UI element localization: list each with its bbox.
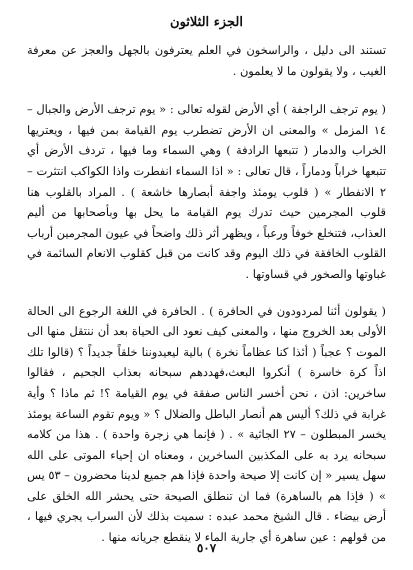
page-number: ٥٠٧ bbox=[196, 541, 217, 555]
paragraph-line: فما ان تنطلق الصيحة حتى يحشر الله الخلق على أرض بيضاء . قال الشيخ محمد bbox=[27, 488, 386, 524]
page-header: الجزء الثلاثون bbox=[170, 15, 243, 30]
paragraph-gap bbox=[27, 285, 386, 301]
paragraph-line: ويعتريها الخراب والدمار ( تتبعها الرادفة ) وهي السماء وما فيها ، تردف الأرض bbox=[27, 122, 386, 158]
paragraph-line: في قساوتها . bbox=[245, 266, 308, 281]
paragraph-line: هنا قلوب المجرمين حيث تدرك يوم القيامة ما يحل بها وبأصحابها من أليم العذاب، bbox=[27, 184, 386, 240]
paragraph-3 bbox=[27, 301, 386, 548]
paragraph-line: الخافقة في ذلك اليوم وقد كانت من قبل كقلوب الانعام السائمة في غباوتها والصخور bbox=[27, 246, 386, 281]
paragraph-line: اذاً كرة خاسرة ) أنكروا البعث،فهددهم سبحانه بعذاب الجحيم ، فقالوا ساخرين: bbox=[27, 365, 386, 400]
paragraph-line: ( يقولون أئنا لمردودون في الحافرة ) . الحافرة في اللغة الرجوع الى الحالة bbox=[27, 303, 386, 318]
paragraph-line: أليس هم أنصار الباطل والضلال ؟ « ويوم تقوم الساعة يومئذ يخسر المبطلون – ٢٧ bbox=[27, 406, 386, 442]
paragraph-line: تستند الى دليل ، والراسخون في العلم يعترفون بالجهل والعجز عن معرفة الغيب ، bbox=[27, 43, 386, 78]
paragraph-line: صيحة واحدة فإذا هم جميع لدينا محضرون – ٥٣ يس » ( فإذا هم بالساهرة) bbox=[27, 468, 386, 503]
paragraph-gap bbox=[27, 81, 386, 99]
paragraph-line: ( يوم ترجف الراجفة ) أي الأرض لقوله تعالى : « يوم ترجف الأرض bbox=[74, 102, 386, 117]
paragraph-line: ولا يقولون ما لا يعلمون . bbox=[232, 63, 349, 78]
paragraph-line: أي تتبعها خراباً ودماراً ، قال تعالى : « اذا السماء انفطرت واذا الكواكب انتثرت bbox=[27, 143, 387, 178]
paragraph-line: عبده : سميت بذلك لأن السراب يجري فيها ، من قولهم : عين ساهرة أي جارية bbox=[27, 509, 386, 545]
paragraph-2 bbox=[27, 99, 386, 284]
paragraph-line: الماء لا ينقطع جريانه منها . bbox=[101, 530, 227, 545]
paragraph-line: الجاثية » . ( فإنما هي زجرة واحدة ) . هذا من كلامه سبحانه يرد به على bbox=[27, 427, 387, 462]
paragraph-line: فتنخلع خوفاً ورعباً ، ويظهر أثر ذلك واضحاً في عيون المجرمين أرباب القلوب bbox=[27, 225, 386, 261]
paragraph-line: المكذبين الساخرين ، ومعناه ان إحياء الموتى على الله سهل يسير « إن كانت إلا bbox=[27, 447, 386, 483]
paragraph-line: الأولى بعد الخروج منها ، والمعنى كيف نعود الى الحياة بعد أن ننتقل منها الى bbox=[27, 324, 386, 339]
paragraph-line: الموت ؟ عجباً ( أئذا كنا عظاماً نخرة ) بالية ليعيدوننا خلقاً جديداً ؟ (قالوا تلك bbox=[27, 344, 386, 359]
paragraph-line: والجبال – ١٤ المزمل » والمعنى ان الأرض تضطرب يوم القيامة بمن فيها ، bbox=[27, 102, 386, 137]
paragraph-1 bbox=[27, 40, 386, 81]
paragraph-line: – ٢ الانفطار » ( قلوب يومئذ واجفة أبصارها خاشعة ) . المراد بالقلوب bbox=[27, 163, 386, 199]
paragraph-line: اذن ، نحن أخسر الناس صفقة في يوم القيامة ؟! ثم ماذا ؟ وأية غرابة في ذلك؟ bbox=[27, 385, 386, 421]
